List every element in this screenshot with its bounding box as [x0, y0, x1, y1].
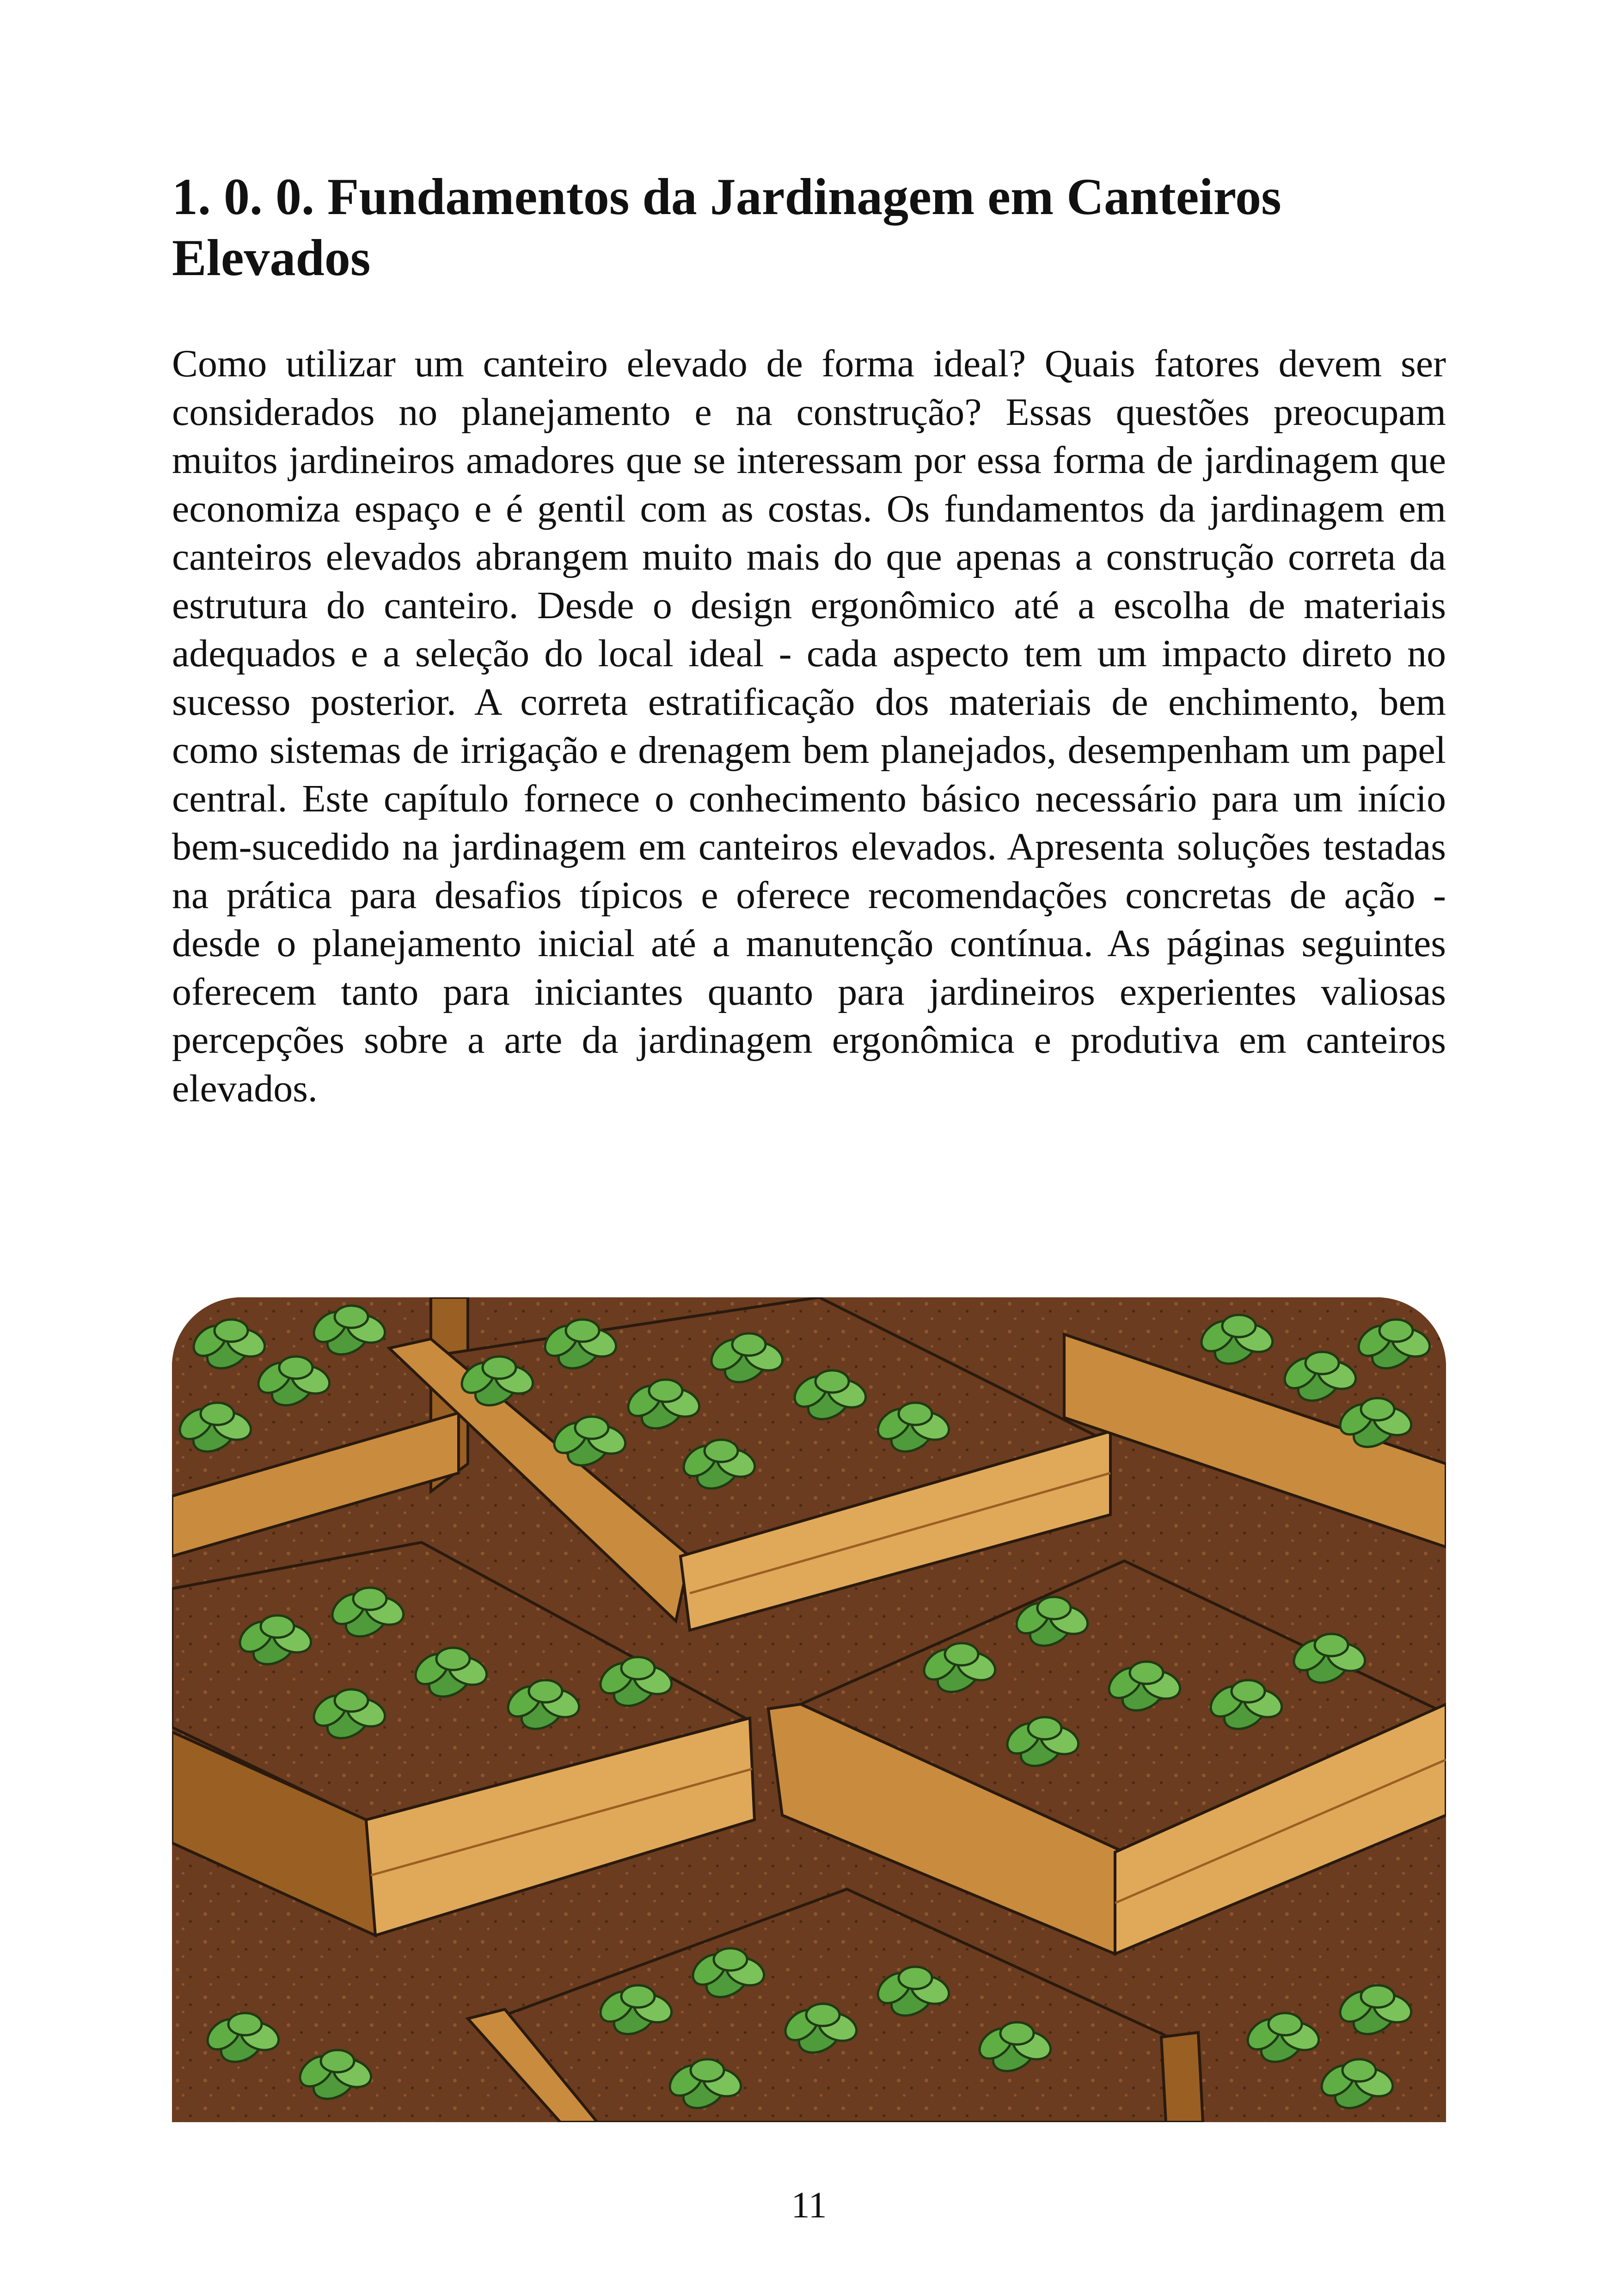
body-paragraph: Como utilizar um canteiro elevado de forma ideal? Quais fatores devem ser considerados no planejamento e na construção? Essas questões preocupam muitos jardineiros amadores que se interessam por essa forma de jardinagem que economiza espaço e é gentil com as costas. Os fundamentos da jardinagem em canteiros elevados abrangem muito mais do que apenas a construção correta da estrutura do canteiro. Desde o design ergonômico até a escolha de materiais adequados e a seleção do local ideal - cada aspecto tem um impacto direto no sucesso posterior. A correta estratificação dos materiais de enchimento, bem como sistemas de irrigação e drenagem bem planejados, desempenham um papel central. Este capítulo fornece o conhecimento básico necessário para um início bem-sucedido na jardinagem em canteiros elevados. Apresenta soluções testadas na prática para desafios típicos e oferece recomendações concretas de ação - desde o planejamento inicial até a manutenção contínua. As páginas seguintes oferecem tanto para iniciantes quanto para jardineiros experientes valiosas percepções sobre a arte da jardinagem ergonômica e produtiva em canteiros elevados.: [172, 342, 1446, 1110]
raised-beds-illustration: [172, 1297, 1446, 2122]
chapter-title: 1. 0. 0. Fundamentos da Jardinagem em Canteiros Elevados: [172, 168, 1281, 287]
raised-beds-drawing: [172, 1297, 1446, 2122]
page-number: 11: [791, 2185, 827, 2226]
